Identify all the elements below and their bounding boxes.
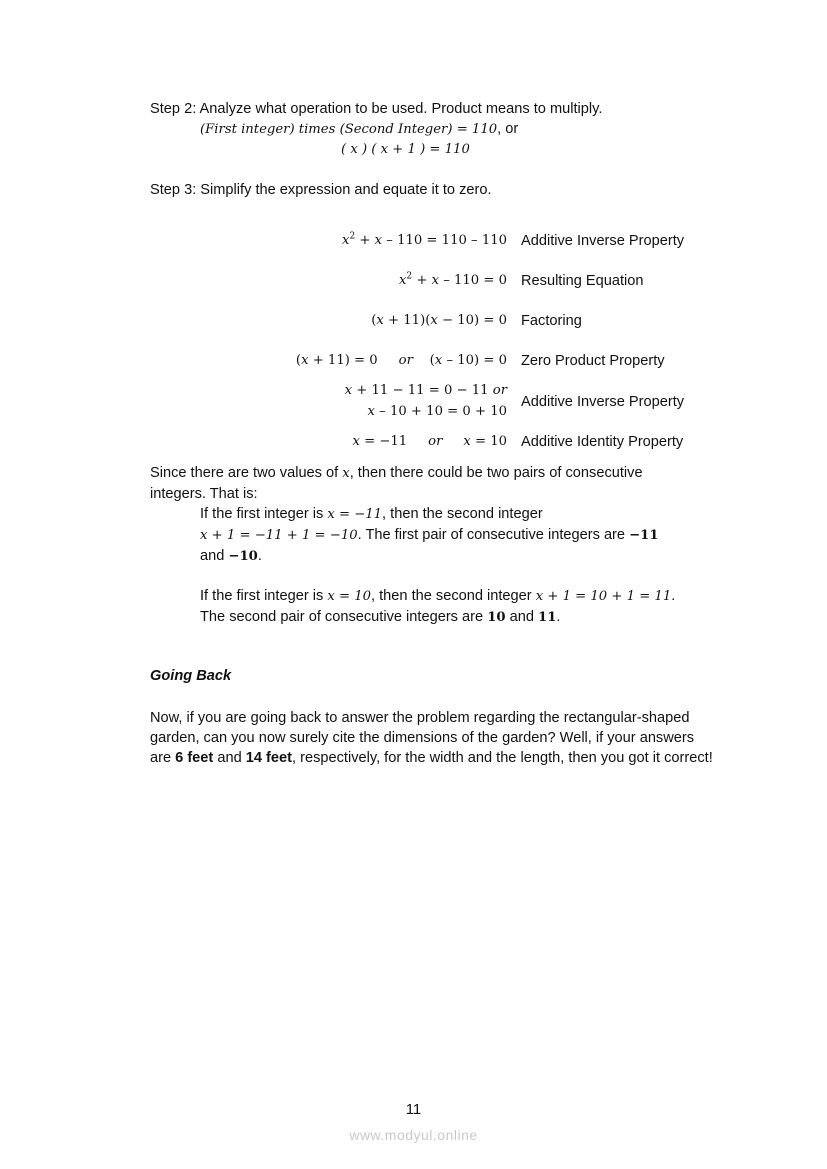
step2-text: Step 2: Analyze what operation to be used. Product means to multiply. — [150, 101, 603, 117]
derivation-label-1: Additive Inverse Property — [521, 233, 685, 249]
variable-x: x — [342, 466, 350, 481]
derivation-label-2: Resulting Equation — [521, 273, 644, 289]
derivation-label-6: Additive Identity Property — [521, 434, 684, 450]
since-paragraph: Since there are two values of x, then there could be two pairs of consecutive integers. That is: — [150, 465, 643, 502]
derivation-eq-2: $x^2 + x - 110 = 0$ — [398, 271, 507, 288]
step2-equation-1-tail: , or — [497, 121, 519, 137]
derivation-label-4: Zero Product Property — [521, 353, 665, 369]
second-pair-paragraph: If the first integer is x = 10, then the second integer x + 1 = 10 + 1 = 11. The second pair of consecutive integers are 10 and 11. — [200, 588, 676, 625]
watermark: www.modyul.online — [349, 1127, 478, 1143]
derivation-eq-3: (x + 11)(x − 10) = 0 — [371, 313, 507, 328]
derivation-eq-4: (x + 11) = 0 or (x – 10) = 0 — [295, 353, 507, 368]
step2-equation-2: ( x ) ( x + 1 ) = 110 — [341, 142, 470, 157]
derivation-eq-1: $x^2 + x - 110 = 110 - 110$ — [342, 231, 507, 248]
derivation-eq-5b: x – 10 + 10 = 0 + 10 — [367, 404, 507, 419]
derivation-eq-5a: x + 11 − 11 = 0 − 11 or — [344, 383, 507, 398]
going-back-heading: Going Back — [150, 668, 232, 684]
first-pair-paragraph: If the first integer is x = −11, then the second integer x + 1 = −11 + 1 = −10. The first pair of consecutive integers are −11 and −10. — [200, 506, 659, 564]
derivation-label-3: Factoring — [521, 313, 582, 329]
step3-text: Step 3: Simplify the expression and equate it to zero. — [150, 182, 492, 198]
derivation-label-5: Additive Inverse Property — [521, 394, 685, 410]
page-number: 11 — [405, 1101, 422, 1118]
going-back-paragraph: Now, if you are going back to answer the problem regarding the rectangular-shaped garden, can you now surely cite the dimensions of the garden? Well, if your answers are 6 feet and 14 feet, respectively, for the width and the length, then you got it correct! — [150, 710, 713, 766]
step2-equation-1 — [200, 121, 518, 137]
derivation-eq-6: x = −11 or x = 10 — [352, 434, 507, 449]
step2-equation-1-math: (First integer) times (Second Integer) = 110 — [200, 122, 498, 137]
